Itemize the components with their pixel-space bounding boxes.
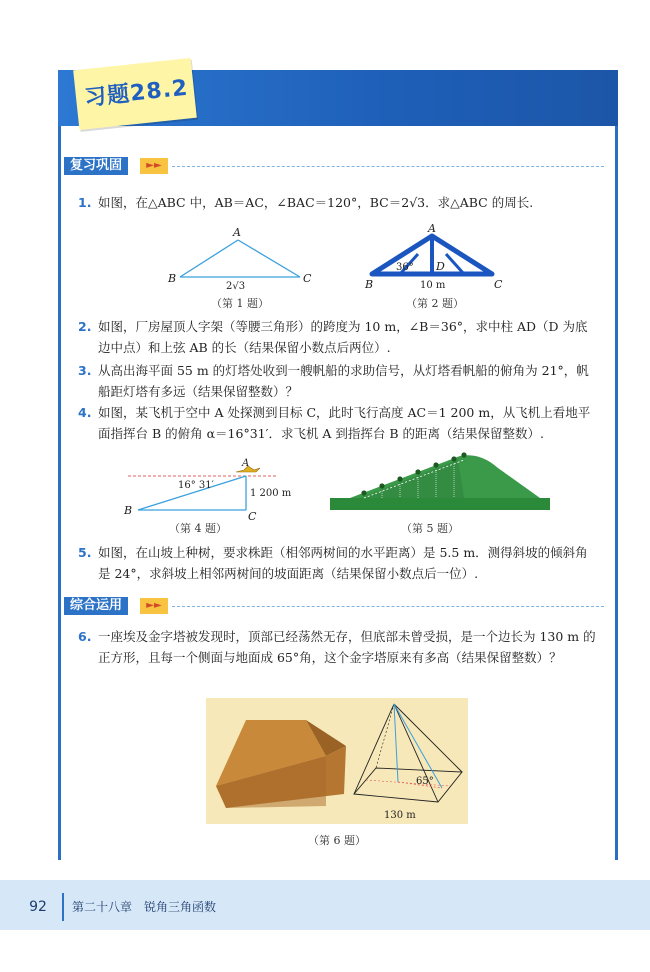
tree-icon [461,452,466,457]
problem-6 [78,626,598,668]
figure-5-caption: （第 5 题） [401,522,459,535]
fig4-label-a: A [242,458,250,469]
figure-2-roof-truss [360,222,510,297]
section-arrows-icon: ►► [140,158,168,174]
tree-icon [415,469,420,474]
fig4-label-c: C [248,510,257,522]
tree-icon [379,483,384,488]
problem-text: 如图，某飞机于空中 A 处探测到目标 C，此时飞行高度 AC＝1 200 m，从飞机上看地平面指挥台 B 的俯角 α＝16°31′．求飞机 A 到指挥台 B 的距离（结果保留整数）. [98,405,591,441]
problem-1 [78,192,598,213]
fig2-label-a: A [428,222,436,235]
figure-1-caption: （第 1 题） [211,297,269,310]
fig2-label-angle: 36° [396,262,414,273]
tree-icon [361,490,366,495]
figure-4-caption: （第 4 题） [169,522,227,535]
section-divider [172,606,604,608]
fig1-label-a: A [233,226,241,239]
footer-divider [62,893,64,921]
problem-text: 如图，在△ABC 中，AB＝AC，∠BAC＝120°，BC＝2√3．求△ABC 的周长. [98,195,534,210]
problem-number: 4. [78,405,92,420]
problem-number: 5. [78,545,92,560]
tree-icon [397,476,402,481]
fig1-label-c: C [303,272,312,285]
tree-icon [433,462,438,467]
fig2-label-d: D [436,260,445,273]
problem-number: 2. [78,319,92,334]
problem-text: 如图，在山坡上种树，要求株距（相邻两树间的水平距离）是 5.5 m．测得斜坡的倾斜角是 24°，求斜坡上相邻两树间的坡面距离（结果保留小数点后一位）. [98,545,588,581]
problem-2 [78,316,598,358]
fig2-label-span: 10 m [420,280,446,291]
fig4-label-height: 1 200 m [250,488,292,499]
page-number: 92 [29,899,47,915]
figure-6-pyramid [206,698,468,824]
problem-text: 一座埃及金字塔被发现时，顶部已经荡然无存，但底部未曾受损，是一个边长为 130 m 的正方形，且每一个侧面与地面成 65°角，这个金字塔原来有多高（结果保留整数）？ [98,629,596,665]
tree-icon [451,456,456,461]
figure-5-hillside-trees [330,446,550,518]
problem-4 [78,402,598,444]
problem-5 [78,542,598,584]
section-label-review: 复习巩固 [64,157,128,175]
problem-text: 如图，厂房屋顶人字架（等腰三角形）的跨度为 10 m，∠B＝36°，求中柱 AD（D 为底边中点）和上弦 AB 的长（结果保留小数点后两位）. [98,319,588,355]
problem-number: 6. [78,629,92,644]
section-divider [172,166,604,168]
fig2-label-b: B [365,278,374,291]
problem-3 [78,360,598,402]
page-title: 习题28.2 [83,75,190,112]
problem-number: 3. [78,363,92,378]
figure-1-triangle [160,222,320,302]
figure-2-caption: （第 2 题） [406,297,464,310]
fig1-label-b: B [168,272,177,285]
fig4-label-b: B [124,504,133,517]
chapter-title: 第二十八章 锐角三角函数 [72,900,217,914]
fig4-label-angle: 16° 31′ [178,480,214,491]
figure-6-caption: （第 6 题） [308,834,366,847]
problem-number: 1. [78,195,92,210]
section-arrows-icon: ►► [140,598,168,614]
fig2-label-c: C [494,278,503,291]
fig6-label-angle: 65° [416,776,434,787]
section-label-apply: 综合运用 [64,597,128,615]
figure-4-airplane [118,458,298,522]
problem-text: 从高出海平面 55 m 的灯塔处收到一艘帆船的求助信号，从灯塔看帆船的俯角为 21°，帆船距灯塔有多远（结果保留整数）？ [98,363,589,399]
fig1-label-bc: 2√3 [226,281,246,292]
fig6-label-side: 130 m [384,810,416,821]
